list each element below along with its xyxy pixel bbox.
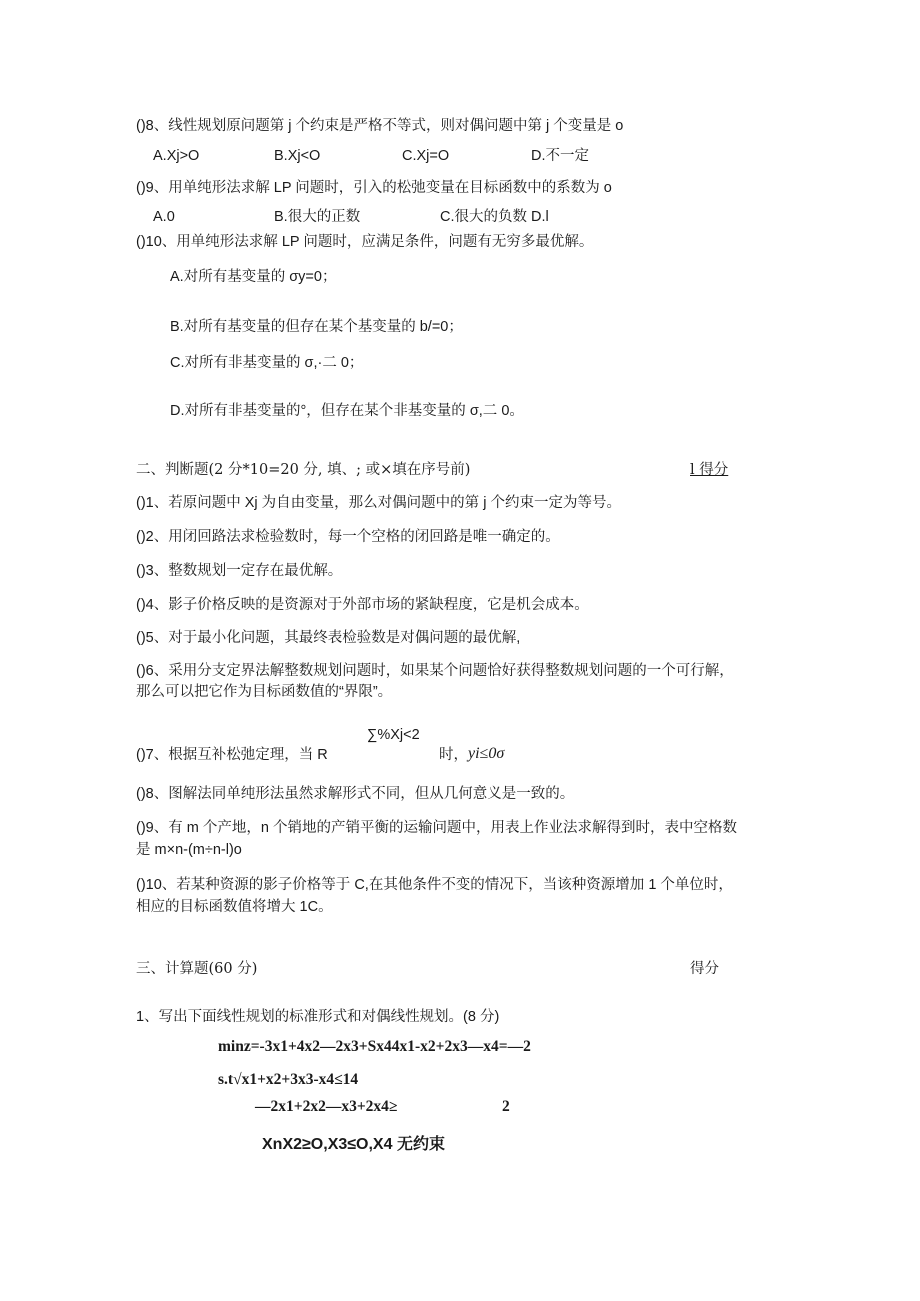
lp-constraint-1: s.t√x1+x2+3x3-x4≤14 xyxy=(218,1071,359,1088)
q9-option-a: A.0 xyxy=(153,209,175,225)
tf-item-8: ()8、图解法同单纯形法虽然求解形式不同，但从几何意义是一致的。 xyxy=(136,786,575,802)
q9-option-b: B.很大的正数 xyxy=(274,209,361,225)
lp-constraint-2-rhs: 2 xyxy=(502,1098,510,1115)
section-2-score: l 得分 xyxy=(690,462,729,478)
q10-option-a: A.对所有基变量的 σy=0； xyxy=(170,269,337,285)
q9-stem: ()9、用单纯形法求解 LP 问题时，引入的松弛变量在目标函数中的系数为 o xyxy=(136,180,612,196)
tf-item-2: ()2、用闭回路法求检验数时，每一个空格的闭回路是唯一确定的。 xyxy=(136,529,560,545)
section-2-header: 二、判断题(2 分*10=20 分, 填、; 或×填在序号前) xyxy=(136,462,471,478)
tf-item-9: ()9、有 m 个产地，n 个销地的产销平衡的运输问题中，用表上作业法求解得到时，表中空格数 xyxy=(136,820,737,836)
tf-item-10: ()10、若某种资源的影子价格等于 C,在其他条件不变的情况下，当该种资源增加 1 个单位时， xyxy=(136,877,733,893)
lp-objective: minz=-3x1+4x2—2x3+Sx44x1-x2+2x3—x4=—2 xyxy=(218,1038,531,1055)
tf-item-9-cont: 是 m×n-(m÷n-l)o xyxy=(136,842,242,858)
tf-item-7-mid: 时， xyxy=(439,747,468,763)
tf-item-7-expr: yi≤0σ xyxy=(468,745,505,762)
tf-item-1: ()1、若原问题中 Xj 为自由变量，那么对偶问题中的第 j 个约束一定为等号。 xyxy=(136,495,621,511)
calc-q1-stem: 1、写出下面线性规划的标准形式和对偶线性规划。(8 分) xyxy=(136,1009,500,1025)
q9-option-c: C.很大的负数 D.l xyxy=(440,209,549,225)
tf-item-7: ()7、根据互补松弛定理，当 R xyxy=(136,747,328,763)
q8-option-d: D.不一定 xyxy=(531,148,589,164)
q8-option-c: C.Xj=O xyxy=(402,148,450,164)
tf-item-6-cont: 那么可以把它作为目标函数值的“界限”。 xyxy=(136,684,393,700)
lp-variable-constraints: XnX2≥O,X3≤O,X4 无约束 xyxy=(262,1136,445,1153)
tf-item-6: ()6、采用分支定界法解整数规划问题时，如果某个问题恰好获得整数规划问题的一个可行解， xyxy=(136,663,734,679)
q8-option-a: A.Xj>O xyxy=(153,148,200,164)
section-3-header: 三、计算题(60 分) xyxy=(136,961,258,977)
tf-item-5: ()5、对于最小化问题，其最终表检验数是对偶问题的最优解, xyxy=(136,630,521,646)
tf-item-4: ()4、影子价格反映的是资源对于外部市场的紧缺程度，它是机会成本。 xyxy=(136,597,589,613)
tf-item-3: ()3、整数规划一定存在最优解。 xyxy=(136,563,343,579)
q10-stem: ()10、用单纯形法求解 LP 问题时，应满足条件，问题有无穷多最优解。 xyxy=(136,234,594,250)
tf-item-7-sum: ∑%Xj<2 xyxy=(367,727,420,743)
tf-item-10-cont: 相应的目标函数值将增大 1C。 xyxy=(136,899,333,915)
q10-option-b: B.对所有基变量的但存在某个基变量的 b/=0； xyxy=(170,319,463,335)
q8-stem: ()8、线性规划原问题第 j 个约束是严格不等式，则对偶问题中第 j 个变量是 o xyxy=(136,118,624,134)
q8-option-b: B.Xj<O xyxy=(274,148,321,164)
lp-constraint-2: —2x1+2x2—x3+2x4≥ xyxy=(255,1098,398,1115)
q10-option-d: D.对所有非基变量的°，但存在某个非基变量的 σ,二 0。 xyxy=(170,403,524,419)
section-3-score: 得分 xyxy=(690,961,719,977)
q10-option-c: C.对所有非基变量的 σ,·二 0； xyxy=(170,355,364,371)
